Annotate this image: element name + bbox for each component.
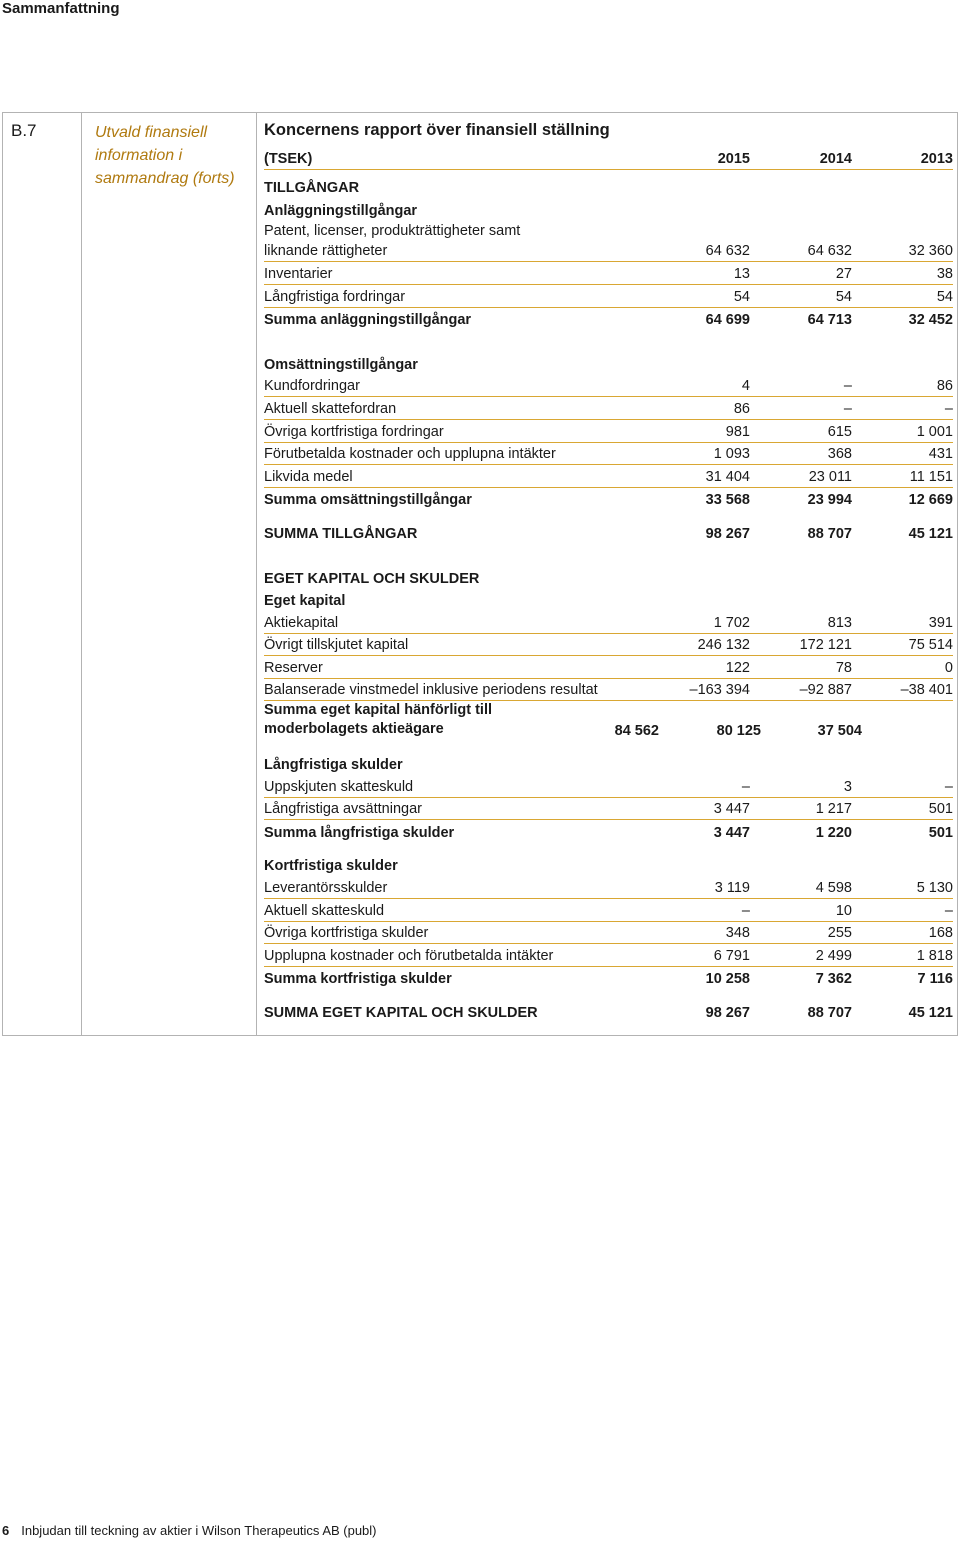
row-label: Summa kortfristiga skulder <box>264 971 452 988</box>
row-label: SUMMA EGET KAPITAL OCH SKULDER <box>264 1005 538 1021</box>
row-label: Summa långfristiga skulder <box>264 824 455 841</box>
row-value-2014: 23 011 <box>808 468 852 485</box>
row-label: Anläggningstillgångar <box>264 202 418 219</box>
row-label: Upplupna kostnader och förutbetalda intäkter <box>264 947 554 964</box>
summary-table-frame <box>2 112 958 1036</box>
page-number: 6 <box>2 1523 10 1538</box>
row-value-2014: 78 <box>835 659 852 676</box>
row-value-2013: 11 151 <box>909 468 953 485</box>
row-value-2014: 10 <box>835 902 852 919</box>
row-value-2015: 33 568 <box>705 492 750 509</box>
row-value-2014: 615 <box>827 423 852 440</box>
row-value-2013: – <box>944 400 953 417</box>
row-value-2015: 10 258 <box>705 971 750 988</box>
row-value-2015: 348 <box>725 925 750 942</box>
row-label: liknande rättigheter <box>264 243 388 260</box>
footer-text: Inbjudan till teckning av aktier i Wilson Therapeutics AB (publ) <box>21 1523 377 1538</box>
table-row <box>264 262 953 285</box>
row-value-2013: –38 401 <box>900 682 953 699</box>
row-value-2013: 501 <box>928 801 953 818</box>
table-row <box>264 798 953 821</box>
row-label: Leverantörsskulder <box>264 880 388 897</box>
table-row <box>264 375 953 398</box>
table-row <box>264 176 953 199</box>
row-label: Inventarier <box>264 265 333 282</box>
table-row <box>264 775 953 798</box>
row-value-2014: –92 887 <box>799 682 852 699</box>
row-label: Omsättningstillgångar <box>264 356 418 373</box>
row-value-2015: 3 119 <box>714 880 750 897</box>
row-value-2013: 45 121 <box>908 1005 953 1021</box>
row-value-2014: 64 632 <box>807 243 852 260</box>
row-value-2015: 64 699 <box>705 312 750 329</box>
table-row <box>264 521 953 544</box>
row-label: TILLGÅNGAR <box>264 180 360 197</box>
row-label: Aktuell skatteskuld <box>264 902 385 919</box>
row-value-2015: 246 132 <box>697 637 750 654</box>
row-label: Kundfordringar <box>264 378 360 395</box>
section-title: Utvald finansiell information i sammandrag (forts) <box>95 124 235 187</box>
row-value-2014: 172 121 <box>799 637 852 654</box>
row-value-2015: 31 404 <box>705 468 750 485</box>
row-value-2013: 0 <box>944 659 953 676</box>
row-label: Långfristiga fordringar <box>264 288 406 305</box>
row-label: Förutbetalda kostnader och upplupna intäkter <box>264 446 556 463</box>
row-value-2014: 23 994 <box>807 492 852 509</box>
row-value-2014: 2 499 <box>815 947 852 964</box>
row-value-2015: – <box>741 778 750 795</box>
table-row <box>264 752 953 775</box>
row-value-2015: 122 <box>725 659 750 676</box>
row-value-2013: 501 <box>928 824 953 841</box>
row-value-2014: 1 217 <box>815 801 852 818</box>
year-header: 2014 <box>819 150 852 167</box>
row-value-2013: 7 116 <box>917 971 953 988</box>
table-row <box>264 922 953 945</box>
row-value-2015: 98 267 <box>705 1005 750 1021</box>
row-value-2013: 1 818 <box>916 947 953 964</box>
row-value-2014: 1 220 <box>815 824 852 841</box>
row-value-2014: 3 <box>843 778 852 795</box>
row-value-2013: 32 360 <box>908 243 953 260</box>
report-title: Koncernens rapport över finansiell ställning <box>264 121 610 139</box>
table-row <box>264 854 953 877</box>
page-header-title: Sammanfattning <box>2 0 120 17</box>
row-label: Reserver <box>264 659 323 676</box>
row-value-2013: 54 <box>936 288 953 305</box>
table-row <box>264 240 953 263</box>
row-value-2014: 7 362 <box>815 971 852 988</box>
row-value-2015: 1 702 <box>713 614 750 631</box>
column-divider <box>256 113 257 1035</box>
table-row <box>264 198 953 221</box>
row-label: Aktiekapital <box>264 614 339 631</box>
row-label: Balanserade vinstmedel inklusive periodens resultat <box>264 682 598 699</box>
row-value-2014: 4 598 <box>815 880 852 897</box>
table-row <box>264 634 953 657</box>
row-value-2014: 64 713 <box>807 312 852 329</box>
table-row <box>264 566 953 589</box>
row-value-2013: 32 452 <box>908 312 953 329</box>
table-row <box>264 944 953 967</box>
year-header: 2015 <box>717 150 750 167</box>
table-row <box>264 221 953 240</box>
row-value-2015: 84 562 <box>614 723 659 740</box>
row-value-2014: 80 125 <box>716 723 761 740</box>
table-row <box>264 967 953 990</box>
table-row <box>264 876 953 899</box>
row-value-2013: – <box>944 902 953 919</box>
row-value-2015: 1 093 <box>713 446 750 463</box>
row-value-2015: 13 <box>733 265 750 282</box>
row-value-2013: 12 669 <box>908 492 953 509</box>
row-value-2015: 98 267 <box>705 525 750 542</box>
row-value-2014: – <box>843 400 852 417</box>
table-row <box>264 589 953 612</box>
page-footer <box>2 1523 377 1538</box>
row-value-2015: 64 632 <box>705 243 750 260</box>
table-header-row <box>264 147 953 170</box>
row-label: Långfristiga skulder <box>264 757 403 774</box>
row-label: Uppskjuten skatteskuld <box>264 778 414 795</box>
unit-label: (TSEK) <box>264 150 313 167</box>
row-label: Långfristiga avsättningar <box>264 801 422 818</box>
year-header: 2013 <box>920 150 953 167</box>
row-label: Eget kapital <box>264 593 346 610</box>
row-value-2014: 368 <box>827 446 852 463</box>
row-value-2013: 5 130 <box>916 880 953 897</box>
table-row <box>264 397 953 420</box>
row-value-2013: 75 514 <box>908 637 953 654</box>
row-value-2013: 168 <box>928 925 953 942</box>
table-row <box>264 820 953 843</box>
table-row <box>264 656 953 679</box>
row-value-2013: – <box>944 778 953 795</box>
row-label: EGET KAPITAL OCH SKULDER <box>264 570 480 587</box>
row-value-2013: 86 <box>936 378 953 395</box>
row-value-2013: 37 504 <box>817 723 862 740</box>
row-label: Summa eget kapital hänförligt till moderbolagets aktieägare <box>264 702 493 738</box>
row-value-2014: 54 <box>835 288 852 305</box>
row-label: Aktuell skattefordran <box>264 400 397 417</box>
table-row <box>264 679 953 702</box>
row-value-2013: 45 121 <box>908 525 953 542</box>
row-label: Kortfristiga skulder <box>264 858 398 875</box>
table-row <box>264 701 953 741</box>
row-value-2015: 86 <box>733 400 750 417</box>
row-value-2014: – <box>843 378 852 395</box>
row-value-2013: 391 <box>928 614 953 631</box>
row-label: Likvida medel <box>264 468 353 485</box>
table-row <box>264 443 953 466</box>
section-id: B.7 <box>11 121 37 140</box>
table-row <box>264 611 953 634</box>
table-row <box>264 420 953 443</box>
row-value-2015: 54 <box>733 288 750 305</box>
table-row <box>264 899 953 922</box>
column-divider <box>81 113 82 1035</box>
row-value-2013: 431 <box>928 446 953 463</box>
row-value-2015: 4 <box>741 378 750 395</box>
row-label: Övriga kortfristiga fordringar <box>264 423 444 440</box>
row-value-2015: 981 <box>725 423 750 440</box>
row-value-2015: 3 447 <box>713 801 750 818</box>
row-value-2014: 813 <box>827 614 852 631</box>
row-value-2014: 88 707 <box>807 525 852 542</box>
balance-sheet-table <box>264 147 953 1023</box>
table-row <box>264 352 953 375</box>
row-label: Övriga kortfristiga skulder <box>264 925 429 942</box>
table-row <box>264 1000 953 1023</box>
row-value-2015: 3 447 <box>713 824 750 841</box>
row-value-2015: – <box>741 902 750 919</box>
row-value-2014: 88 707 <box>807 1005 852 1021</box>
row-label: Summa anläggningstillgångar <box>264 312 472 329</box>
row-value-2015: 6 791 <box>713 947 750 964</box>
row-value-2013: 1 001 <box>916 423 953 440</box>
table-row <box>264 488 953 511</box>
row-label: SUMMA TILLGÅNGAR <box>264 525 418 542</box>
table-row <box>264 285 953 308</box>
row-value-2014: 255 <box>827 925 852 942</box>
row-label: Övrigt tillskjutet kapital <box>264 637 409 654</box>
row-value-2014: 27 <box>835 265 852 282</box>
row-value-2013: 38 <box>936 265 953 282</box>
row-label: Summa omsättningstillgångar <box>264 492 472 509</box>
table-row <box>264 308 953 331</box>
row-label: Patent, licenser, produkträttigheter samt <box>264 222 521 239</box>
row-value-2015: –163 394 <box>689 682 750 699</box>
table-row <box>264 465 953 488</box>
